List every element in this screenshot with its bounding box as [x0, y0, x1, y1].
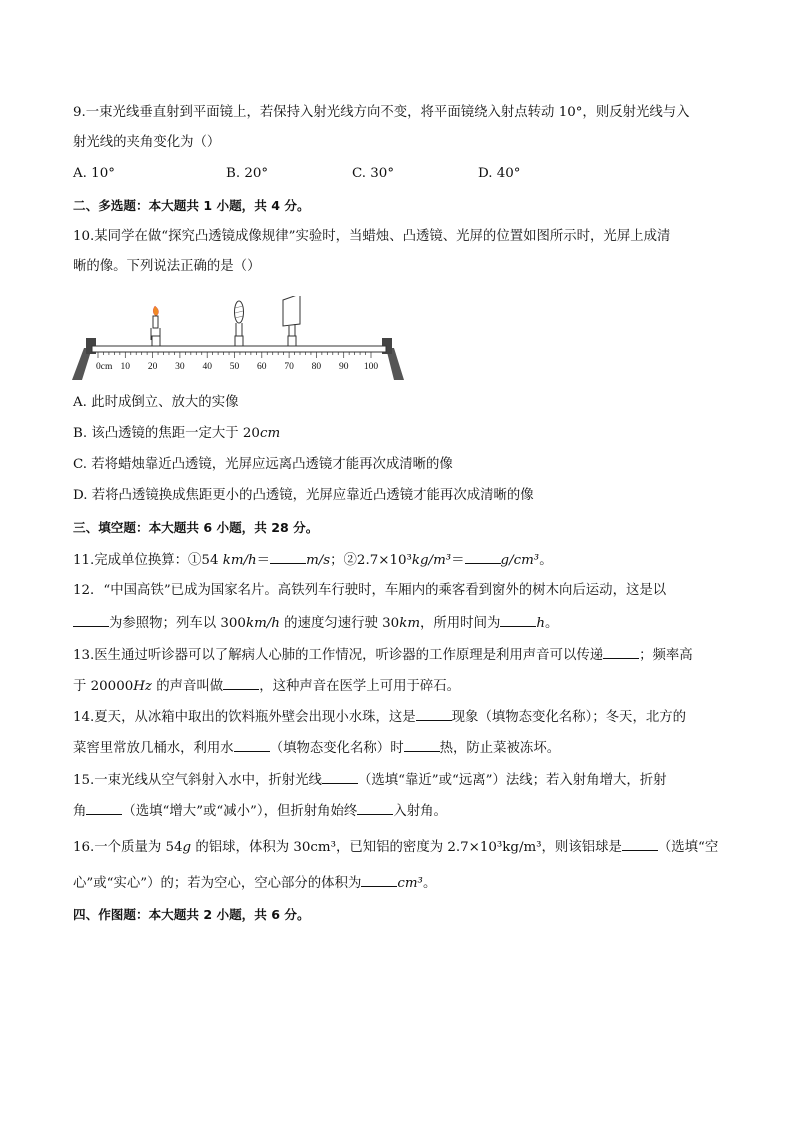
q16-stem-line2: 心”或“实心”）的；若为空心，空心部分的体积为 cm³。: [73, 873, 436, 893]
q10-option-c: C. 若将蜡烛靠近凸透镜，光屏应远离凸透镜才能再次成清晰的像: [73, 457, 453, 472]
q15-stem-line2: 角 （选填“增大”或“减小”），但折射角始终 入射角。: [73, 801, 447, 821]
ruler-label: 40: [202, 362, 212, 372]
q10-stem-line2: 晰的像。下列说法正确的是（）: [73, 259, 261, 274]
q16-stem-line1: 16.一个质量为 54g 的铝球，体积为 30cm³，已知铝的密度为 2.7×10³kg/m³，则该铝球是 （选填“空: [73, 837, 718, 857]
q9-stem-line1: 9.一束光线垂直射到平面镜上，若保持入射光线方向不变，将平面镜绕入射点转动 10°，则反射光线与入: [73, 105, 690, 120]
answer-blank[interactable]: [234, 738, 270, 752]
answer-blank[interactable]: [357, 801, 393, 815]
section-heading-multiple-choice: 二、多选题：本大题共 1 小题，共 4 分。: [73, 198, 310, 213]
q9-option-a: A. 10°: [73, 166, 115, 181]
q14-stem-line1: 14.夏天，从冰箱中取出的饮料瓶外壁会出现小水珠，这是 现象（填物态变化名称）；冬天，北方的: [73, 707, 686, 727]
bench-rail: [92, 346, 386, 352]
q14-stem-line2: 菜窖里常放几桶水，利用水 （填物态变化名称）时 热，防止菜被冻坏。: [73, 738, 560, 758]
answer-blank[interactable]: [500, 613, 536, 627]
q10-option-a: A. 此时成倒立、放大的实像: [73, 395, 239, 410]
ruler-label: 10: [120, 362, 131, 372]
answer-blank[interactable]: [361, 873, 397, 887]
light-screen: [283, 296, 300, 346]
q10-stem-line1: 10.某同学在做“探究凸透镜成像规律”实验时，当蜡烛、凸透镜、光屏的位置如图所示时，光屏上成清: [73, 229, 671, 244]
ruler-ticks: [98, 352, 371, 358]
ruler-label: 60: [257, 362, 267, 372]
q9-option-d: D. 40°: [478, 166, 521, 181]
q13-stem-line1: 13.医生通过听诊器可以了解病人心肺的工作情况，听诊器的工作原理是利用声音可以传递 ；频率高: [73, 645, 693, 665]
q12-stem-line2: 为参照物；列车以 300km/h 的速度匀速行驶 30km，所用时间为 h。: [73, 613, 558, 633]
ruler-label: 50: [229, 362, 240, 372]
answer-blank[interactable]: [86, 801, 122, 815]
q9-option-c: C. 30°: [352, 166, 395, 181]
ruler-label: 80: [311, 362, 322, 372]
q15-stem-line1: 15.一束光线从空气斜射入水中，折射光线 （选填“靠近”或“远离”）法线；若入射角增大，折射: [73, 770, 667, 790]
answer-blank[interactable]: [416, 707, 452, 721]
answer-blank[interactable]: [223, 676, 259, 690]
q10-option-b: B. 该凸透镜的焦距一定大于 20cm: [73, 426, 281, 441]
answer-blank[interactable]: [73, 613, 109, 627]
ruler-label: 100: [363, 362, 379, 372]
ruler-label: 70: [284, 362, 294, 372]
q11-stem: 11.完成单位换算：①54 km/h＝ m/s；②2.7×10³kg/m³＝ g/cm³。: [73, 550, 553, 570]
section-heading-fill-blank: 三、填空题：本大题共 6 小题，共 28 分。: [73, 520, 319, 535]
answer-blank[interactable]: [270, 550, 306, 564]
ruler-labels: [96, 362, 378, 372]
ruler-label: 0cm: [96, 362, 113, 372]
q9-option-b: B. 20°: [226, 166, 269, 181]
optical-bench-figure: [70, 296, 410, 386]
q10-option-d: D. 若将凸透镜换成焦距更小的凸透镜，光屏应靠近凸透镜才能再次成清晰的像: [73, 488, 534, 503]
q9-stem-line2: 射光线的夹角变化为（）: [73, 135, 221, 150]
ruler-label: 90: [338, 362, 349, 372]
ruler-label: 30: [175, 362, 185, 372]
ruler-label: 20: [147, 362, 158, 372]
answer-blank[interactable]: [404, 738, 440, 752]
convex-lens: [235, 301, 244, 346]
q12-stem-line1: 12．“中国高铁”已成为国家名片。高铁列车行驶时，车厢内的乘客看到窗外的树木向后运动，这是以: [73, 583, 667, 598]
answer-blank[interactable]: [622, 837, 658, 851]
answer-blank[interactable]: [465, 550, 501, 564]
q13-stem-line2: 于 20000Hz 的声音叫做 ，这种声音在医学上可用于碎石。: [73, 676, 460, 696]
section-heading-drawing: 四、作图题：本大题共 2 小题，共 6 分。: [73, 907, 310, 922]
candle: [151, 306, 160, 346]
answer-blank[interactable]: [322, 770, 358, 784]
answer-blank[interactable]: [603, 645, 639, 659]
